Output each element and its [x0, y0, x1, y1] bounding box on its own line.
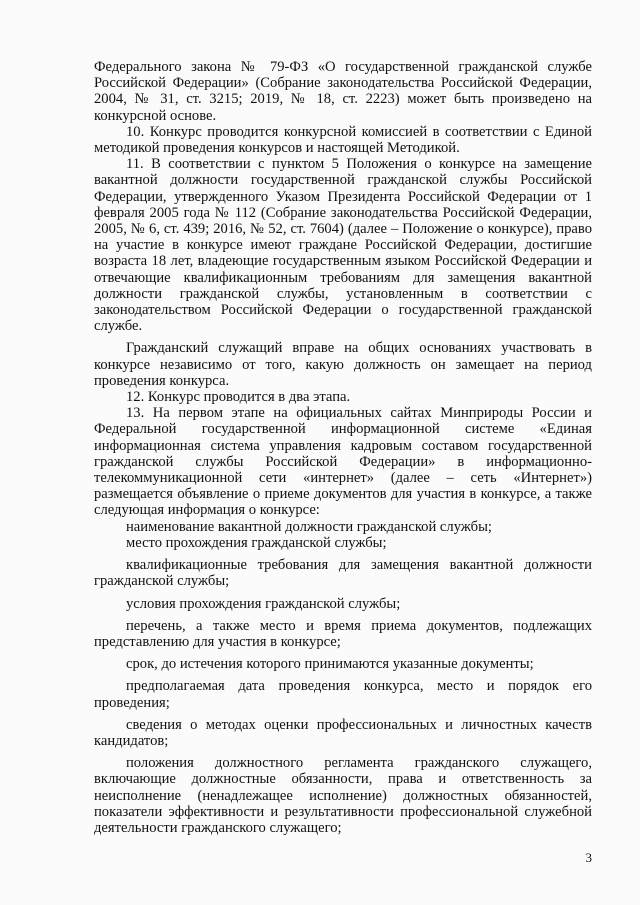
list-item-service-place: место прохождения гражданской службы;	[126, 534, 387, 551]
list-item-service-conditions: условия прохождения гражданской службы;	[126, 595, 401, 612]
list-item-documents-list: перечень, а также место и время приема документов, подлежащих представлению для участия в конкурсе;	[94, 617, 592, 650]
paragraph-item-11: 11. В соответствии с пунктом 5 Положения о конкурсе на замещение вакантной должности государственной гражданской службы Российской Федерации, утвержденного Указом Президента Российской Федерации от 1 февраля 2005 года № 112 (Собрание законодательства Российской Федерации, 2005, № 6, ст. 439; 2016, № 52, ст. 7604) (далее – Положение о конкурсе), право на участие в конкурсе имеют граждане Российской Федерации, достигшие возраста 18 лет, владеющие государственным языком Российской Федерации и отвечающие квалификационным требованиям для замещения вакантной должности гражданской службы, установленным в соответствии с законодательством Российской Федерации о государственной гражданской службе.	[94, 156, 592, 335]
list-item-qualification-requirements: квалификационные требования для замещения вакантной должности гражданской службы;	[94, 557, 592, 590]
list-item-assessment-methods: сведения о методах оценки профессиональных и личностных качеств кандидатов;	[94, 716, 592, 749]
page-number: 3	[585, 850, 592, 865]
paragraph-continuation: Федерального закона № 79-ФЗ «О государственной гражданской службе Российской Федерации» (Собрание законодательства Российской Федерации, 2004, № 31, ст. 3215; 2019, № 18, ст. 2223) может быть произведено на конкурсной основе.	[94, 59, 592, 124]
list-item-job-regulations: положения должностного регламента гражданского служащего, включающие должностные обязанности, права и ответственность за неисполнение (ненадлежащее исполнение) должностных обязанностей, показатели эффективности и результативности профессиональной служебной деятельности гражданского служащего;	[94, 755, 592, 836]
paragraph-item-13: 13. На первом этапе на официальных сайтах Минприроды России и Федеральной государственной информационной системе «Единая информационная система управления кадровым составом государственной гражданской службы Российской Федерации» в информационно-телекоммуникационной сети «интернет» (далее – сеть «Интернет») размещается объявление о приеме документов для участия в конкурсе, а также следующая информация о конкурсе:	[94, 405, 592, 519]
paragraph-item-12: 12. Конкурс проводится в два этапа.	[126, 389, 351, 406]
document-body	[94, 59, 592, 836]
list-item-deadline: срок, до истечения которого принимаются указанные документы;	[126, 656, 534, 673]
paragraph-civil-servant-right: Гражданский служащий вправе на общих основаниях участвовать в конкурсе независимо от того, какую должность он замещает на период проведения конкурса.	[94, 340, 592, 389]
paragraph-item-10: 10. Конкурс проводится конкурсной комиссией в соответствии с Единой методикой проведения конкурсов и настоящей Методикой.	[94, 123, 592, 157]
list-item-vacancy-name: наименование вакантной должности гражданской службы;	[126, 518, 492, 535]
list-item-contest-date: предполагаемая дата проведения конкурса, место и порядок его проведения;	[94, 678, 592, 711]
